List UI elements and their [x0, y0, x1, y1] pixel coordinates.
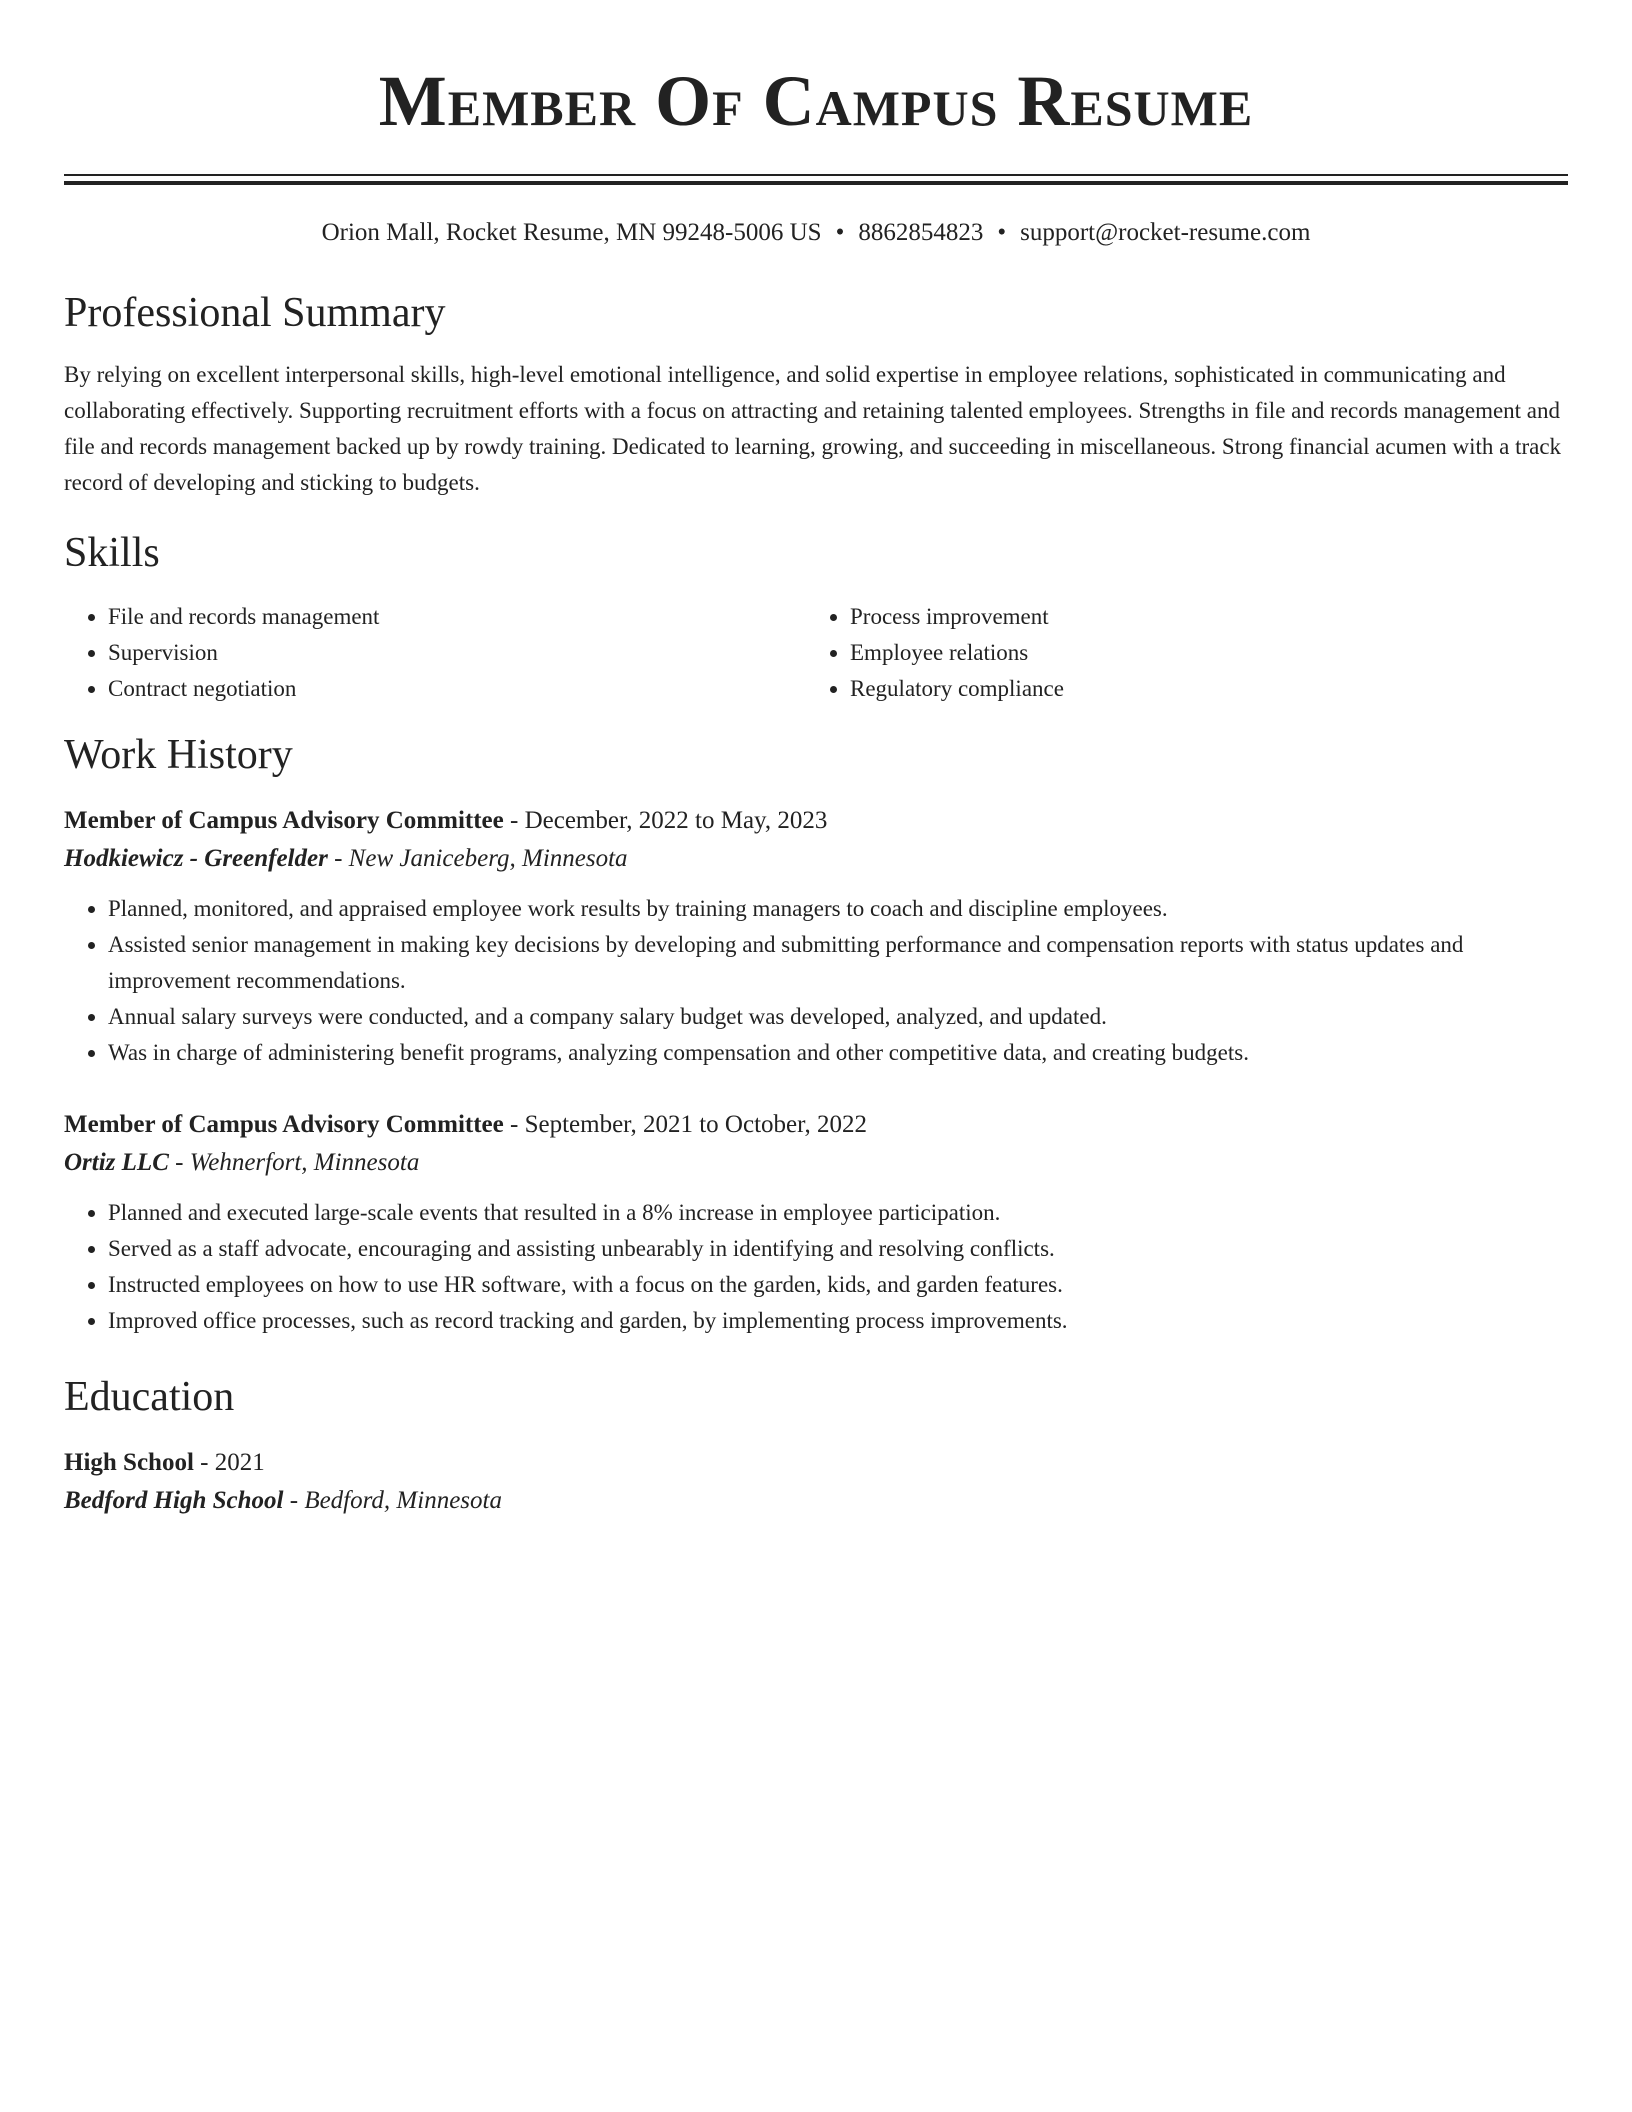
contact-phone: 8862854823	[858, 219, 984, 246]
job-bullet: • Planned, monitored, and appraised employee work results by training managers to coach and discipline employees.	[108, 891, 1568, 927]
job-bullet: • Was in charge of administering benefit programs, analyzing compensation and other competitive data, and creating budgets.	[108, 1035, 1568, 1071]
education-entry	[64, 1445, 1568, 1519]
job-bullet: • Annual salary surveys were conducted, and a company salary budget was developed, analyzed, and updated.	[108, 999, 1568, 1035]
skills-grid	[64, 599, 1568, 707]
education-dash: -	[193, 1449, 215, 1476]
job-bullets	[64, 891, 1568, 1071]
education-location: Bedford, Minnesota	[304, 1487, 502, 1514]
contact-line	[64, 217, 1568, 249]
title-divider	[64, 174, 1568, 185]
job-entry	[64, 1107, 1568, 1339]
education-dash: -	[283, 1487, 305, 1514]
summary-heading: Professional Summary	[64, 290, 446, 336]
work-history-heading: Work History	[64, 732, 293, 778]
skills-heading: Skills	[64, 530, 160, 576]
job-dash: -	[327, 845, 349, 872]
skill-item: • Regulatory compliance	[850, 671, 1548, 707]
job-employer	[64, 841, 1568, 877]
skills-column-left	[64, 599, 806, 707]
skill-item: • Process improvement	[850, 599, 1548, 635]
skill-item: • Supervision	[108, 635, 806, 671]
job-title: Member of Campus Advisory Committee	[64, 807, 504, 834]
job-bullets	[64, 1195, 1568, 1339]
job-bullet: • Planned and executed large-scale events that resulted in a 8% increase in employee participation.	[108, 1195, 1568, 1231]
education-school-line	[64, 1483, 1568, 1519]
contact-separator: •	[997, 219, 1007, 246]
job-dates: September, 2021 to October, 2022	[524, 1111, 867, 1138]
job-company: Ortiz LLC	[64, 1149, 169, 1176]
contact-separator: •	[835, 219, 845, 246]
contact-address: Orion Mall, Rocket Resume, MN 99248-5006 US	[321, 219, 822, 246]
skill-item: • Employee relations	[850, 635, 1548, 671]
education-header	[64, 1445, 1568, 1481]
job-dash: -	[503, 1111, 525, 1138]
job-header	[64, 803, 1568, 839]
summary-text: By relying on excellent interpersonal skills, high-level emotional intelligence, and solid expertise in employee relations, sophisticated in communicating and collaborating effectively. Supporting recruitment efforts with a focus on attracting and retaining talented employees. Strengths in file and records management and file and records management backed up by rowdy training. Dedicated to learning, growing, and succeeding in miscellaneous. Strong financial acumen with a track record of developing and sticking to budgets.	[64, 362, 1562, 495]
education-year: 2021	[214, 1449, 265, 1476]
contact-email: support@rocket-resume.com	[1020, 219, 1311, 246]
job-entry	[64, 803, 1568, 1071]
education-school: Bedford High School	[64, 1487, 284, 1514]
job-company: Hodkiewicz - Greenfelder	[64, 845, 328, 872]
job-bullet: • Assisted senior management in making key decisions by developing and submitting performance and compensation reports with status updates and improvement recommendations.	[108, 927, 1568, 999]
skills-column-right	[806, 599, 1548, 707]
job-dash: -	[168, 1149, 190, 1176]
job-bullet: • Instructed employees on how to use HR software, with a focus on the garden, kids, and garden features.	[108, 1267, 1568, 1303]
job-location: New Janiceberg, Minnesota	[348, 845, 628, 872]
skill-item: • Contract negotiation	[108, 671, 806, 707]
skill-item: • File and records management	[108, 599, 806, 635]
education-heading: Education	[64, 1374, 235, 1420]
job-dates: December, 2022 to May, 2023	[524, 807, 828, 834]
job-bullet: • Served as a staff advocate, encouraging and assisting unbearably in identifying and resolving conflicts.	[108, 1231, 1568, 1267]
education-degree: High School	[64, 1449, 194, 1476]
job-title: Member of Campus Advisory Committee	[64, 1111, 504, 1138]
job-dash: -	[503, 807, 525, 834]
job-location: Wehnerfort, Minnesota	[189, 1149, 420, 1176]
job-header	[64, 1107, 1568, 1143]
job-employer	[64, 1145, 1568, 1181]
job-bullet: • Improved office processes, such as record tracking and garden, by implementing process improvements.	[108, 1303, 1568, 1339]
resume-title: Member Of Campus Resume	[378, 61, 1254, 141]
